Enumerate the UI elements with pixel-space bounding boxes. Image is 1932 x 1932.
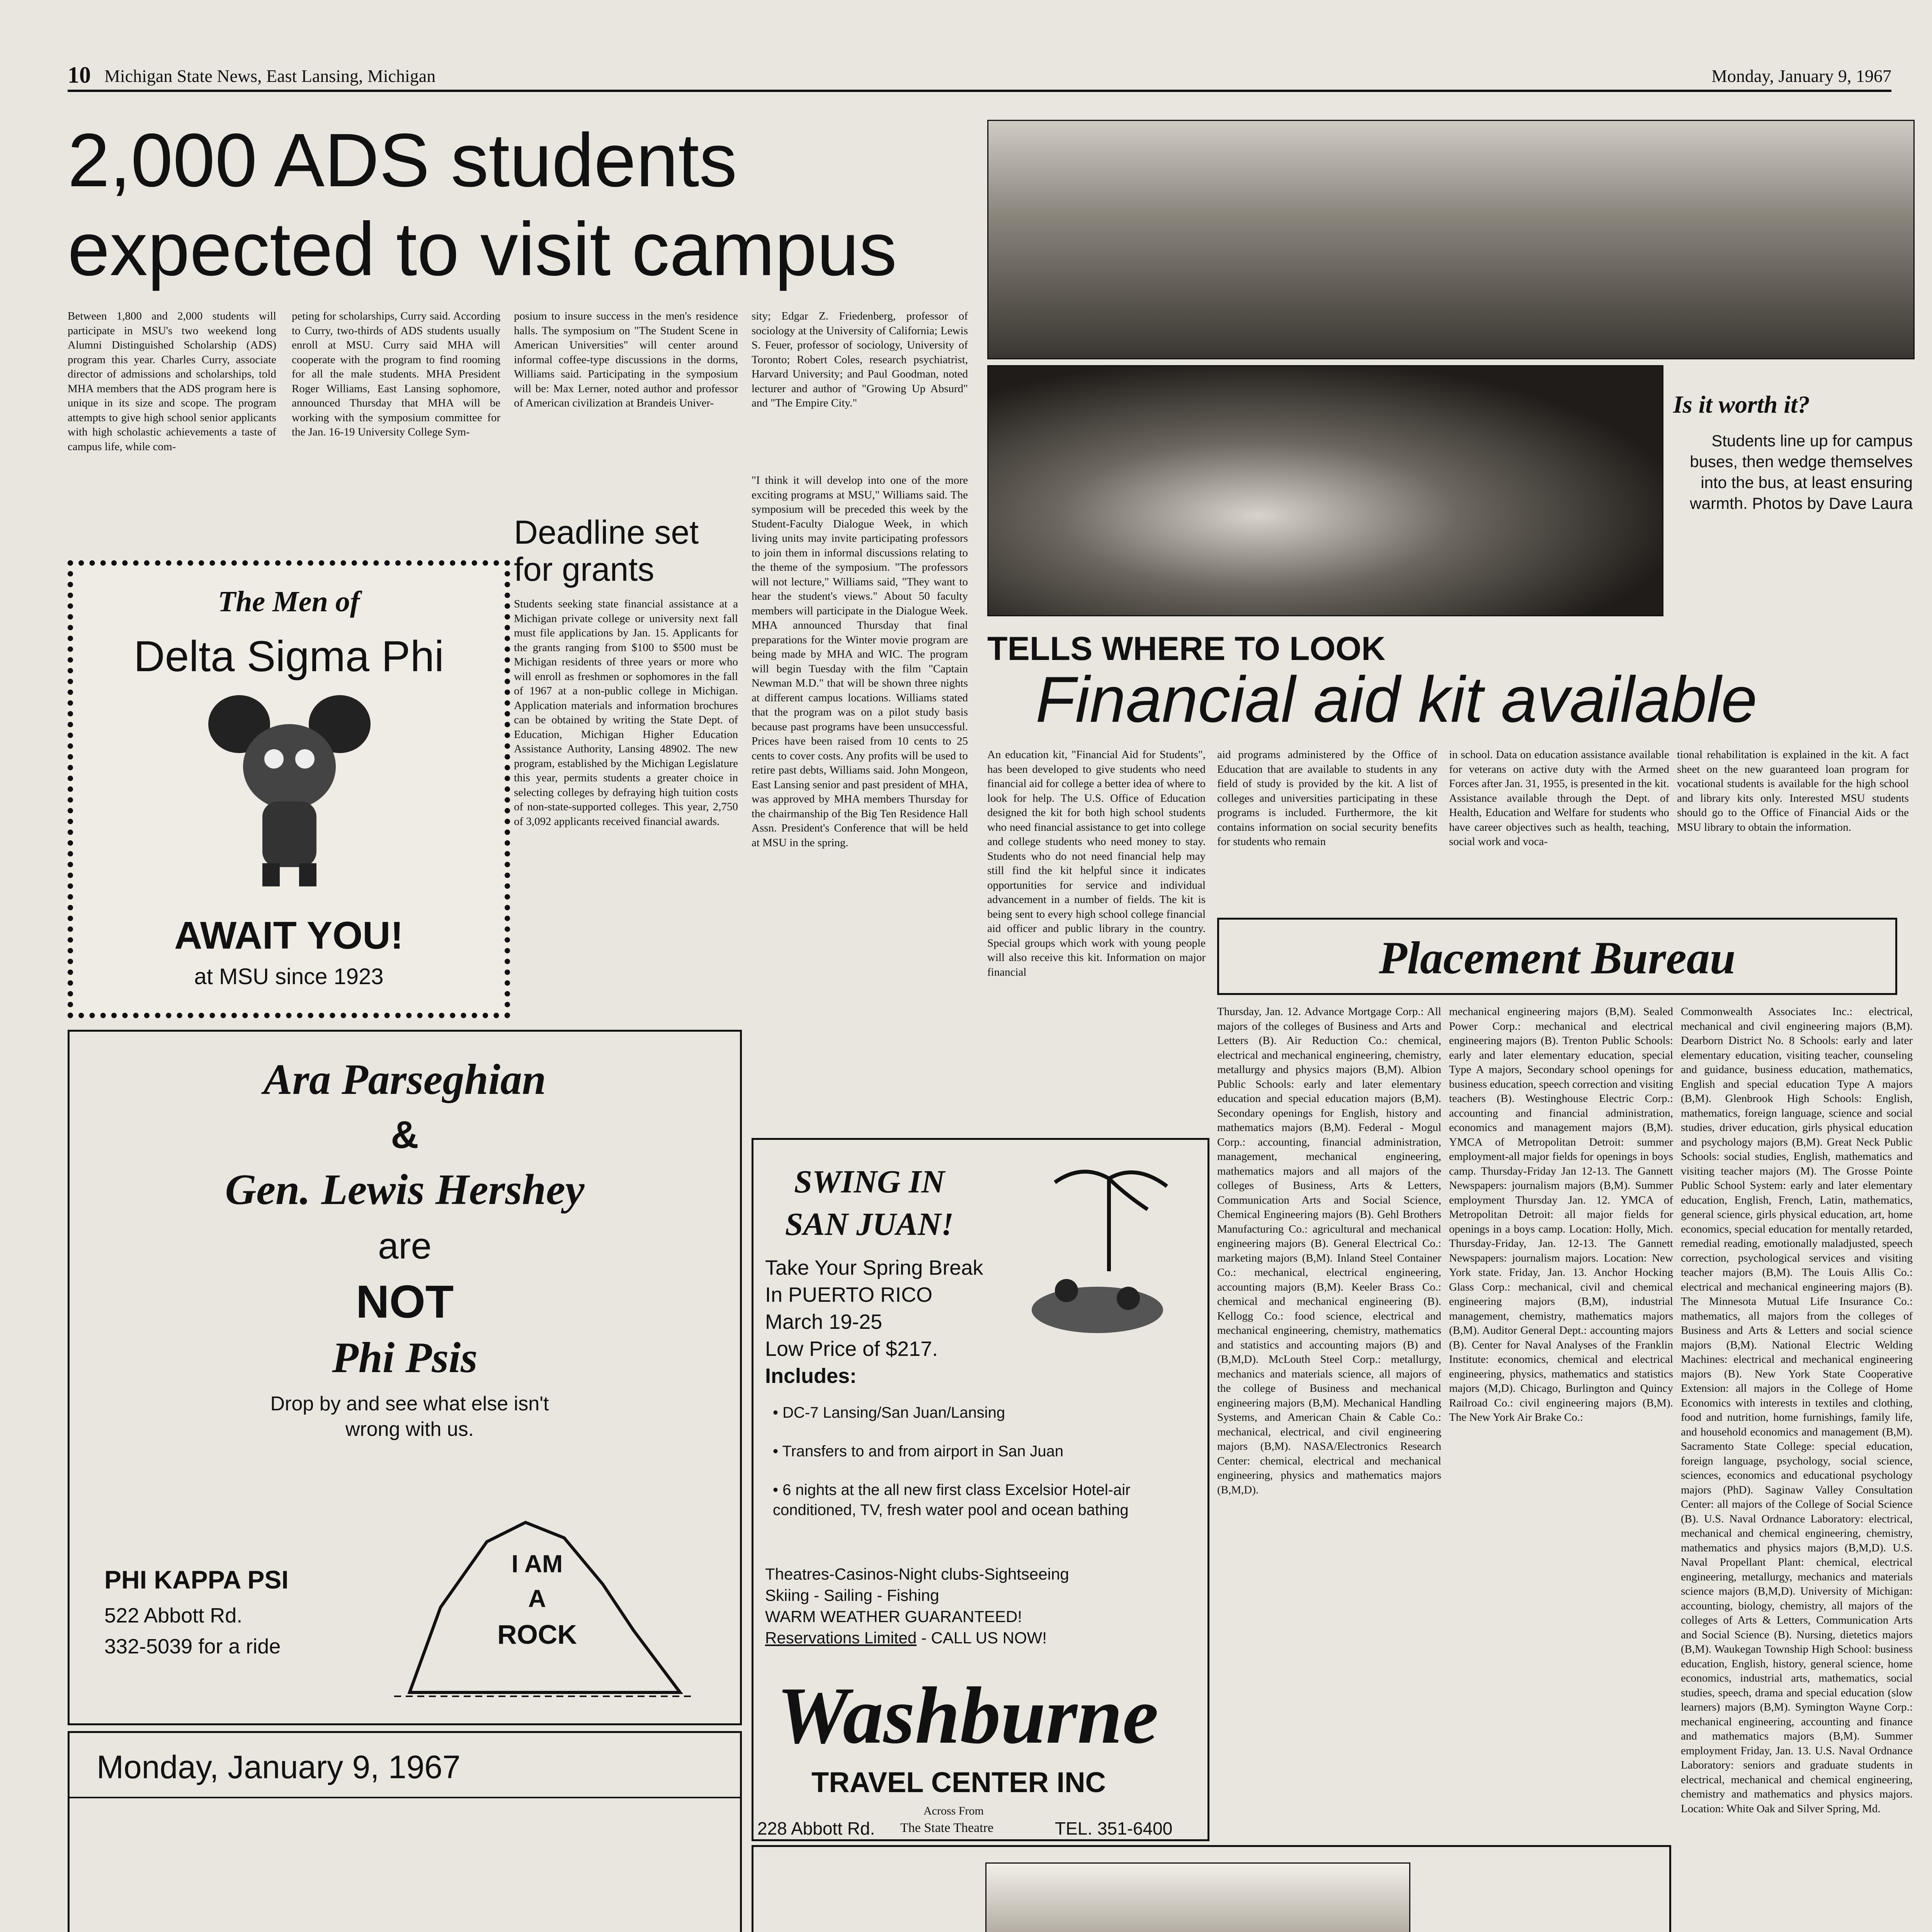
aid-col-1: An education kit, "Financial Aid for Students", has been developed to give students who need financial aid for college a better idea of where to look for help. The U.S. Office of Education designed the kit for both high school students who need financial assistance to get into college and college students who need money to stay. Students who do not need financial help may still find the kit helpful since it indicates opportunities for service and individual advancement in a number of fields. The kit is being sent to every high school college financial aid officer and public library in the country. Special groups which work with young people will also receive this kit. Information on major financial: [987, 748, 1206, 978]
phikappa-line4: are: [378, 1225, 432, 1267]
ad-delta-sigma-phi: [68, 560, 510, 1018]
photo-caption-block: [1673, 390, 1913, 607]
placement-title: Placement Bureau: [1379, 932, 1736, 983]
grants-body: Students seeking state financial assistance at a Michigan private college or university next fall must file applications by Jan. 15. Applicants for the grants ranging from $100 to $500 must be Michigan residents of three years or more who will enroll as freshmen or sophomores in the fall of 1967 at a non-public college in Michigan. Application materials and information brochures can be obtained by writing the State Dept. of Education, Michigan Higher Education Assistance Authority, Lansing 48902. The new program, established by the Michigan Legislature this year, permits students a greater choice in selecting colleges by defraying high tuition costs of non-state-supported colleges. This year, 2,750 of 3,092 applicants received financial awards.: [514, 598, 738, 828]
washburne-logo: Washburne: [777, 1671, 1159, 1760]
aid-col-4: tional rehabilitation is explained in the kit. A fact sheet on the new guaranteed loan program for vocational students is available for the high school and library kits only. Interested MSU students should go to the Office of Financial Aids or the MSU library to obtain the information.: [1677, 748, 1909, 833]
placement-title-box: [1217, 918, 1897, 995]
washburne-t2: Skiing - Sailing - Fishing: [765, 1586, 939, 1604]
phikappa-addr: 522 Abbott Rd.: [104, 1604, 243, 1627]
phikappa-line5: NOT: [355, 1276, 454, 1328]
ad-washburne: [752, 1138, 1209, 1841]
delta-line3: AWAIT YOU!: [174, 914, 403, 957]
phikappa-line6: Phi Psis: [332, 1334, 478, 1382]
washburne-t1: Theatres-Casinos-Night clubs-Sightseeing: [765, 1565, 1069, 1583]
washburne-theatre: The State Theatre: [900, 1821, 994, 1835]
delta-line1: The Men of: [218, 585, 360, 618]
washburne-t4: [765, 1629, 1047, 1647]
washburne-h2: SAN JUAN!: [785, 1206, 954, 1242]
aid-headline: Financial aid kit available: [1036, 663, 1757, 736]
ads-headline-line2: expected to visit campus: [68, 207, 897, 291]
grants-headline-line2: for grants: [514, 551, 655, 588]
delta-line2: Delta Sigma Phi: [133, 632, 444, 680]
rock-illustration: [386, 1507, 703, 1708]
washburne-l3: March 19-25: [765, 1310, 883, 1333]
beach-illustration: [1020, 1163, 1198, 1356]
photo-headline: Is it worth it?: [1673, 391, 1810, 418]
rock-text-3: ROCK: [497, 1619, 577, 1650]
placement-col-1: Thursday, Jan. 12. Advance Mortgage Corp.: All majors of the colleges of Business and Arts and Letters (B). Air Reduction Co.: chemical, electrical and mechanical engineering, chemistry, metallurgy and physics majors (B,M). Albion Public Schools: early and later elementary education and special education majors (B,M). Secondary openings for English, history and mathematics majors (B,M). Federal - Mogul Corp.: accounting, financial administration, management, mechanical engineering, mathematics majors and all majors of the colleges of Business, Arts & Letters, Communication Arts and Social Science, Chemical Engineering majors (B). Gehl Brothers Manufacturing Co.: agricultural and mechanical engineering majors (B). General Electrical Co.: marketing majors (B,M). Inland Steel Container Co.: mechanical, electrical engineering, accounting majors (B,M). Keeler Brass Co.: chemical and mechanical engineering (B). Kellogg Co.: food science, electrical and mechanical engineering, chemistry, mathematics and statistics and accounting majors (B) and (B,M,D). McLouth Steel Corp.: metallurgy, mechanics and materials science, all majors of the college of Business and mechanical engineering majors (B,M). Mechanical Handling Systems, and American Chain & Cable Co.: mechanical, electrical, and civil engineering majors (B,M). NASA/Electronics Research Center: chemical, electrical and mechanical engineering, physics and mathematics majors (B,M,D).: [1217, 1005, 1441, 1496]
washburne-bullet-2: • Transfers to and from airport in San Juan: [773, 1443, 1064, 1460]
ads-col-3: posium to insure success in the men's residence halls. The symposium on "The Student Scene in American Universities" will center around informal coffee-type discussions in the dorms, Williams said. Participating in the symposium will be: Max Lerner, noted author and professor of American civilization at Brandeis Univer-: [514, 310, 738, 409]
photo-caption: Students line up for campus buses, then wedge themselves into the bus, at least ensuring warmth. Photos by Dave Laura: [1690, 432, 1913, 512]
washburne-bullet-1: • DC-7 Lansing/San Juan/Lansing: [773, 1404, 1005, 1421]
phikappa-line2: &: [391, 1113, 419, 1156]
phikappa-org: PHI KAPPA PSI: [104, 1565, 289, 1594]
aid-col-2: aid programs administered by the Office of Education that are available to students in any field of study is provided by the kit. A list of colleges and universities participating in these programs is included. Furthermore, the kit contains information on social security benefits for students who remain: [1217, 748, 1437, 848]
washburne-bullet-3: • 6 nights at the all new first class Excelsior Hotel-air conditioned, TV, fresh water pool and ocean bathing: [773, 1481, 1131, 1519]
ads-col-1: Between 1,800 and 2,000 students will participate in MSU's two weekend long Alumni Distinguished Scholarship (ADS) program this year. Charles Curry, associate director of admissions and scholarships, told MHA members that the ADS program here is unique in its size and scope. The program attempts to give high school senior applicants with high scholastic achievements a taste of campus life, while com-: [68, 310, 276, 453]
masthead: [68, 62, 1891, 89]
washburne-addr: 228 Abbott Rd.: [757, 1818, 875, 1838]
agr-house-photo: [985, 1862, 1410, 1932]
rock-text-2: A: [528, 1585, 546, 1612]
washburne-t3: WARM WEATHER GUARANTEED!: [765, 1607, 1022, 1626]
ads-col-4b: "I think it will develop into one of the more exciting programs at MSU," Williams said. The symposium will be preceded this week by the Student-Faculty Dialogue Week, in which living units may invite participating professors to join them in informal discussions relating to the theme of the symposium. "The professors will not lecture," Williams said, "They want to hear the student's views." About 50 faculty members will participate in the Dialogue Week. MHA announced Thursday that final preparations for the Winter movie program are being made by MHA and WIC. The program will begin Tuesday with the film "Captain Newman M.D." that will be shown three nights at different campus locations. Williams stated that the program was on a pilot study basis because past programs have been unsuccessful. Prices have been raised from 10 cents to 25 cents to cover costs. Any profits will be used to retire past debts, Williams said. John Mongeon, East Lansing senior and past president of MHA, was approved by MHA members Thursday for the chairmanship of the Big Ten Residence Hall Assn. President's Conference that will be held at MSU in the spring.: [752, 474, 968, 849]
washburne-h1: SWING IN: [794, 1164, 945, 1200]
placement-col-2: mechanical engineering majors (B,M). Sealed Power Corp.: mechanical and electrical engineering majors (B). Trenton Public Schools: early and later elementary education, special Type A majors, Secondary school openings for business education, speech correction and visiting teachers (B). Westinghouse Electric Corp.: accounting and financial administration, economics and management majors (B,M). YMCA of Metropolitan Detroit: summer employment-all major fields for openings in boys camp. Thursday-Friday Jan 12-13. The Gannett Newspapers: journalism majors (B,M). Summer employment Thursday Jan. 12. YMCA of Metropolitan Detroit: all major fields for openings in a boys camp. Location: Holly, Mich. Thursday-Friday, Jan. 12-13. The Gannett Newspapers: journalism majors. Location: New York state. Friday, Jan. 13. Anchor Hocking Glass Corp.: mechanical, civil and chemical engineering majors (B,M), industrial management, chemistry, mathematics majors (B,M). Auditor General Dept.: accounting majors (B). Center for Naval Analyses of the Franklin Institute: economics, chemical and electrical engineering, physics, mathematics and statistics majors (M,D). Chicago, Burlington and Quincy Railroad Co.: civil engineering majors (B,M). The New York Air Brake Co.:: [1449, 1005, 1673, 1423]
ads-col-2: peting for scholarships, Curry said. According to Curry, two-thirds of ADS students usually enroll at MSU. Curry said MHA will cooperate with the program to find rooming for all the male students. MHA President Roger Williams, East Lansing sophomore, announced Thursday that MHA will be working with the symposium committee for the Jan. 16-19 University College Sym-: [292, 310, 500, 438]
delta-line4: at MSU since 1923: [194, 964, 384, 989]
paper-name: Michigan State News, East Lansing, Michigan: [104, 66, 436, 86]
ad-aepi: [68, 1731, 742, 1932]
rock-text-1: I AM: [511, 1550, 563, 1578]
phikappa-line1: Ara Parseghian: [263, 1056, 546, 1104]
ads-headline: [68, 116, 964, 294]
washburne-t4b: - CALL US NOW!: [917, 1629, 1047, 1647]
washburne-t4a: Reservations Limited: [765, 1629, 917, 1647]
washburne-l5: Includes:: [765, 1364, 857, 1388]
masthead-rule: [68, 90, 1891, 92]
washburne-b3: 6 nights at the all new first class Excelsior Hotel-air conditioned, TV, fresh water pool and ocean bathing: [773, 1481, 1131, 1519]
washburne-l4: Low Price of $217.: [765, 1337, 938, 1361]
ad-alpha-gamma-rho: [752, 1845, 1671, 1932]
washburne-tel: TEL. 351-6400: [1055, 1818, 1173, 1838]
phikappa-line3: Gen. Lewis Hershey: [225, 1166, 585, 1214]
washburne-b2: Transfers to and from airport in San Juan: [782, 1443, 1064, 1460]
masthead-date: Monday, January 9, 1967: [1711, 66, 1891, 86]
phikappa-phone: 332-5039 for a ride: [104, 1635, 281, 1658]
aid-col-3: in school. Data on education assistance available for veterans on active duty with the Armed Forces after Jan. 31, 1955, is presented in the kit. Assistance available through the Dept. of Health, Education and Welfare for students who have career objectives such as health, teaching, social work and voca-: [1449, 748, 1669, 848]
aid-kicker: TELLS WHERE TO LOOK: [987, 630, 1386, 667]
phikappa-line7: Drop by and see what else isn't wrong with us.: [270, 1393, 549, 1440]
washburne-sub: TRAVEL CENTER INC: [811, 1766, 1106, 1798]
page-number: 10: [68, 62, 91, 88]
rat-fink-illustration: [204, 693, 374, 886]
ads-headline-line1: 2,000 ADS students: [68, 118, 737, 202]
washburne-l2: In PUERTO RICO: [765, 1283, 933, 1306]
ads-col-4: sity; Edgar Z. Friedenberg, professor of sociology at the University of California; Lewis S. Feuer, professor of sociology, University of Toronto; Robert Coles, research psychiatrist, Harvard University; and Paul Goodman, noted lecturer and author of "Growing Up Absurd" and "The Empire City.": [752, 310, 968, 409]
ad-phi-kappa-psi: [68, 1030, 742, 1725]
washburne-across: Across From: [923, 1804, 984, 1817]
washburne-l1: Take Your Spring Break: [765, 1256, 983, 1279]
placement-col-3: Commonwealth Associates Inc.: electrical, mechanical and civil engineering majors (B,M). Dearborn District No. 8 Schools: early and later elementary education, visiting teacher, counseling and guidance, business education, mathematics, English and special education Type A majors (B,M). Glenbrook High Schools: English, mathematics, foreign language, science and social studies, driver education, girls physical education and psychology majors (B,M). Great Neck Public Schools: social studies, English, mathematics and visiting teacher majors (M). The Grosse Pointe Public School System: early and later elementary education, English, French, Latin, mathematics, general science, girls physical education, art, home economics, special education for mentally retarded, remedial reading, emotionally maladjusted, speech correction, psychological services and visiting teacher majors (B,M). The Louis Allis Co.: electrical and mechanical engineering majors (B). The Minnesota Mutual Life Insurance Co.: mathematics, all majors from the colleges of Business and Arts & Letters and social science majors (B,M). National Electric Welding Machines: electrical and mechanical engineering majors (B). New York State Cooperative Extension: all majors in the College of Home Economics with interests in textiles and clothing, food and nutrition, home furnishings, family life, and household economics and management (B,M). Sacramento State College: special education, foreign language, psychology, social science, sciences, economics and educational psychology majors (PhD). Saginaw Valley Consultation Center: all majors of the College of Social Science (B). U.S. Naval Ordnance Laboratory: electrical, mechanical and chemical engineering, chemistry, mathematics and physics majors (B,M,D). U.S. Naval Propellant Plant: chemical, electrical engineering, metallurgy, mechanics and materials science majors (B,M,D). University of Michigan: accounting, biology, chemistry, all majors of the colleges of Arts & Letters, Communication Arts and Social Science (B). Nursing, dietetics majors (B,M). Waukegan Township High School: business education, English, history, general science, home economics, industrial arts, mathematics, social studies, speech, drama and special education (slow learners) majors (B,M). Symington Wayne Corp.: mechanical engineering, accounting and finance and mathematics majors (B,M). Summer employment Friday, Jan. 13. U.S. Naval Ordnance Laboratory: seniors and graduate students in electrical, mechanical and chemical engineering, chemistry and mathematics and physics majors. Location: White Oak and Silver Spring, Md.: [1681, 1005, 1913, 1815]
aepi-rule: [70, 1797, 740, 1798]
grants-headline-line1: Deadline set: [514, 514, 699, 551]
aepi-date: Monday, January 9, 1967: [97, 1749, 461, 1785]
washburne-b1: DC-7 Lansing/San Juan/Lansing: [782, 1404, 1005, 1421]
photo-bus-line: [987, 120, 1915, 359]
grants-headline: [514, 514, 738, 588]
photo-bus-crowd: [987, 365, 1663, 616]
